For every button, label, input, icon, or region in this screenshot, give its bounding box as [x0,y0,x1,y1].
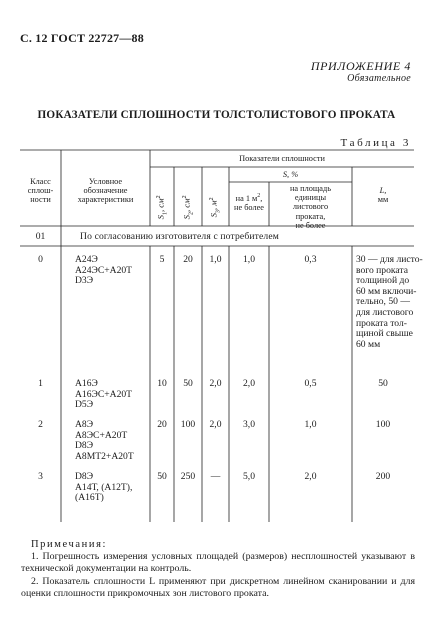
header-s-group: S, % [282,170,299,179]
notes-title: Примечания: [31,539,108,550]
row-s1: 50 [157,471,167,482]
row-class: 2 [38,419,43,430]
row-per-m2: 5,0 [243,471,255,482]
note-item: 1. Погрешность измерения условных площадей (размеров) несплошностей указывают в технической документации на контроль. [21,551,415,575]
header-group: Показатели сплошности [239,154,325,163]
row-class: 1 [38,378,43,389]
row-l: 200 [375,471,391,482]
row-per-m2: 1,0 [243,254,255,265]
row-s3: 2,0 [209,378,222,389]
row-s3: 2,0 [209,419,222,430]
row-per-m2: 2,0 [243,378,255,389]
header-s3: $S_3$, $м^2$ [208,197,222,218]
header-per-m2: на 1 $м^2$, не более [234,193,264,212]
header-designation: Условное обозначение характеристики [77,177,134,205]
header-per-area: на площадь единицы листового проката, не более [289,184,331,230]
row-s3: — [210,471,221,482]
row-codes: А24Э А24ЭС+А20Т D3Э [75,254,133,287]
row-codes: D8Э А14Т, (А12Т), (А16Т) [75,471,133,504]
row-s2: 50 [183,378,193,389]
row-per-m2: 3,0 [243,419,255,430]
document-title: ПОКАЗАТЕЛИ СПЛОШНОСТИ ТОЛСТОЛИСТОВОГО ПРОКАТА [37,109,396,121]
header-class: Класс сплош- ности [27,177,54,205]
row-s1: 5 [159,254,165,265]
row-per-area: 0,5 [304,378,317,389]
row-s2: 20 [183,254,193,265]
row-class: 0 [38,254,43,265]
row-per-area: 0,3 [304,254,317,265]
row-codes: А16Э А16ЭС+А20Т D5Э [75,378,133,411]
appendix-status: Обязательное [347,73,411,84]
header-s1: $S_1$, $см^2$ [155,195,169,220]
header-l: L, мм [377,186,389,205]
note-item: 2. Показатель сплошности L применяют при дискретном линейном сканировании и для оценки сплошности прикромочных зон листового проката. [21,576,415,600]
row-l: 30 — для листо- вого проката толщиной до 60 мм включи- тельно, 50 — для листового проката тол- щиной свыше 60 мм [356,254,423,350]
row-s3: 1,0 [209,254,222,265]
page-header: С. 12 ГОСТ 22727—88 [20,31,144,45]
row-per-area: 1,0 [304,419,317,430]
row-l: 100 [375,419,391,430]
header-s2: $S_2$, $см^2$ [181,195,195,220]
appendix-title: ПРИЛОЖЕНИЕ 4 [310,59,411,73]
row-s1: 10 [157,378,167,389]
row01-class: 01 [35,231,46,242]
row01-text: По согласованию изготовителя с потребителем [80,231,279,242]
row-s1: 20 [157,419,167,430]
row-l: 50 [378,378,388,389]
row-s2: 250 [180,471,196,482]
row-class: 3 [38,471,43,482]
row-codes: А8Э А8ЭС+А20Т D8Э А8МТ2+А20Т [75,419,134,462]
row-s2: 100 [180,419,196,430]
row-per-area: 2,0 [304,471,317,482]
table-label: Таблица 3 [340,137,411,149]
